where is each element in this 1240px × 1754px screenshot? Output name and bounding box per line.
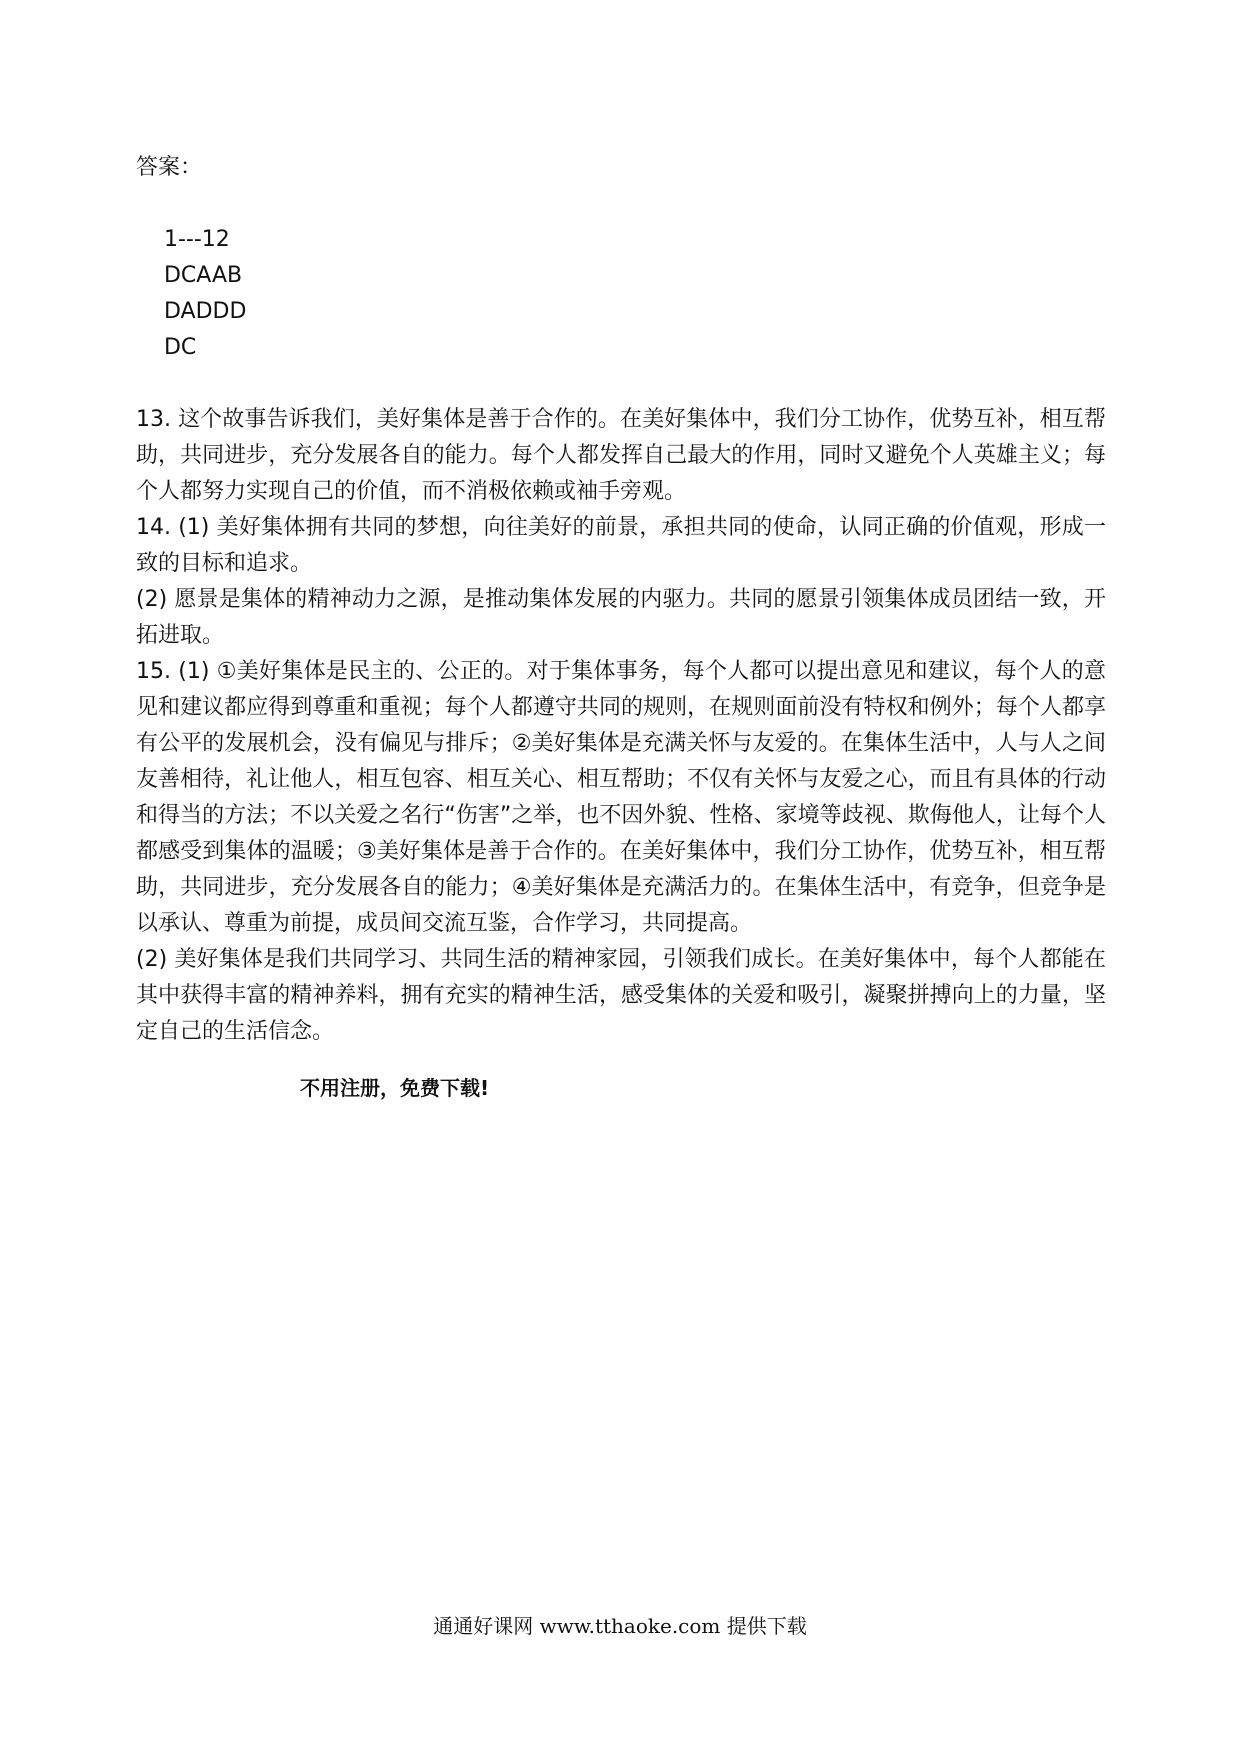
answers-group-1: DCAAB bbox=[163, 263, 243, 288]
answer-14-part-2: (2) 愿景是集体的精神动力之源，是推动集体发展的内驱力。共同的愿景引领集体成员团结一致，开拓进取。 bbox=[136, 587, 1106, 648]
page-footer: 通通好课网 www.tthaoke.com 提供下载 bbox=[433, 1614, 807, 1638]
answers-group-3: DC bbox=[163, 335, 197, 360]
answer-sheet bbox=[136, 150, 1106, 1050]
answer-14-part-1: 14. (1) 美好集体拥有共同的梦想，向往美好的前景，承担共同的使命，认同正确的价值观，形成一致的目标和追求。 bbox=[136, 515, 1106, 576]
answers-range: 1---12 bbox=[163, 227, 230, 252]
answer-15-part-2: (2) 美好集体是我们共同学习、共同生活的精神家园，引领我们成长。在美好集体中，每个人都能在其中获得丰富的精神养料，拥有充实的精神生活，感受集体的关爱和吸引，凝聚拼搏向上的力量，坚定自己的生活信念。 bbox=[136, 947, 1106, 1044]
answer-15-part-1: 15. (1) ①美好集体是民主的、公正的。对于集体事务，每个人都可以提出意见和建议，每个人的意见和建议都应得到尊重和重视；每个人都遵守共同的规则，在规则面前没有特权和例外；每个人都享有公平的发展机会，没有偏见与排斥；②美好集体是充满关怀与友爱的。在集体生活中，人与人之间友善相待，礼让他人，相互包容、相互关心、相互帮助；不仅有关怀与友爱之心，而且有具体的行动和得当的方法；不以关爱之名行“伤害”之举，也不因外貌、性格、家境等歧视、欺侮他人，让每个人都感受到集体的温暖；③美好集体是善于合作的。在美好集体中，我们分工协作，优势互补，相互帮助，共同进步，充分发展各自的能力；④美好集体是充满活力的。在集体生活中，有竞争，但竞争是以承认、尊重为前提，成员间交流互鉴，合作学习，共同提高。 bbox=[136, 659, 1106, 936]
multiple-choice-answers bbox=[136, 186, 1106, 402]
answers-group-2: DADDD bbox=[163, 299, 247, 324]
answer-13: 13. 这个故事告诉我们，美好集体是善于合作的。在美好集体中，我们分工协作，优势互补，相互帮助，共同进步，充分发展各自的能力。每个人都发挥自己最大的作用，同时又避免个人英雄主义；每个人都努力实现自己的价值，而不消极依赖或袖手旁观。 bbox=[136, 407, 1106, 504]
free-download-note: 不用注册，免费下载! bbox=[300, 1076, 490, 1100]
answers-heading: 答案： bbox=[136, 155, 203, 180]
